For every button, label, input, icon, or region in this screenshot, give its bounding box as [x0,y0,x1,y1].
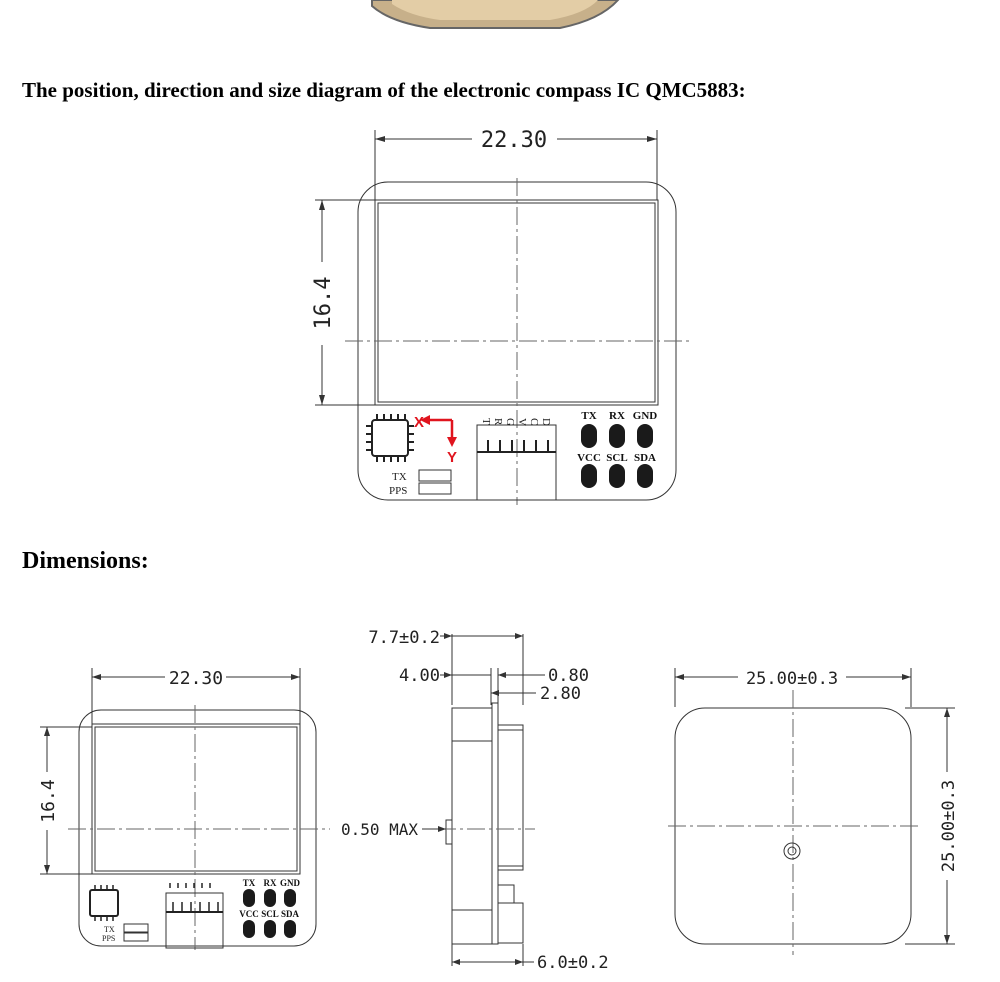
pad-label-gnd: GND [632,410,658,422]
front-pad-gnd [284,889,296,907]
axis-y-label: Y [447,449,458,466]
front-width-dim: 22.30 [168,668,224,689]
compass-ic [366,414,414,462]
front-pad-label-gnd: GND [280,878,300,888]
back-view [668,668,959,955]
back-height-dim: 25.00±0.3 [939,779,959,873]
front-pad-tx [243,889,255,907]
antenna-photo-crop [372,0,618,28]
pad-label-sda: SDA [633,452,657,464]
pin-label-v: V [516,418,528,426]
pin-label-t: T [480,418,492,425]
front-pad-label-scl: SCL [261,909,279,919]
diagram-title: The position, direction and size diagram of the electronic compass IC QMC5883: [22,78,746,102]
pad-label-tx: TX [581,410,597,422]
pads [577,410,657,488]
dimensions-title: Dimensions: [22,548,149,574]
top-view [311,128,690,505]
pad-label-rx: RX [609,410,625,422]
side-antenna-thickness: 2.80 [540,684,581,704]
axis-x-label: X [414,414,425,431]
led-label-pps: PPS [389,485,408,497]
led-label-tx: TX [392,471,407,483]
pad-vcc [581,464,597,488]
axis-markers [414,414,457,466]
pad-sda [637,464,653,488]
front-view [38,668,330,950]
connector [477,418,556,500]
side-base-thickness: 6.0±0.2 [537,953,609,973]
side-view [341,628,609,973]
side-protrusion: 0.50 MAX [340,820,418,839]
front-led-label-pps: PPS [102,934,116,943]
front-pad-label-tx: TX [242,878,256,888]
front-pad-label-rx: RX [263,878,277,888]
pad-label-vcc: VCC [577,452,601,464]
front-pad-label-sda: SDA [280,909,300,919]
front-pad-rx [264,889,276,907]
pin-label-g: G [504,418,516,426]
back-width-dim: 25.00±0.3 [745,669,839,689]
side-body-thickness: 4.00 [399,666,440,686]
pin-label-r: R [492,418,504,426]
front-pad-sda [284,920,296,938]
side-total-thickness: 7.7±0.2 [368,628,440,648]
front-pad-label-vcc: VCC [239,909,259,919]
pad-rx [609,424,625,448]
front-led-label-tx: TX [104,925,115,934]
pad-scl [609,464,625,488]
top-height-dim: 16.4 [311,276,336,330]
pad-tx [581,424,597,448]
top-width-dim: 22.30 [480,128,548,153]
pad-gnd [637,424,653,448]
pin-label-d: D [540,418,552,426]
front-pad-scl [264,920,276,938]
front-pad-vcc [243,920,255,938]
pin-label-c: C [528,418,540,426]
pad-label-scl: SCL [606,452,628,464]
front-height-dim: 16.4 [38,779,59,823]
side-pcb-thickness: 0.80 [548,666,589,686]
